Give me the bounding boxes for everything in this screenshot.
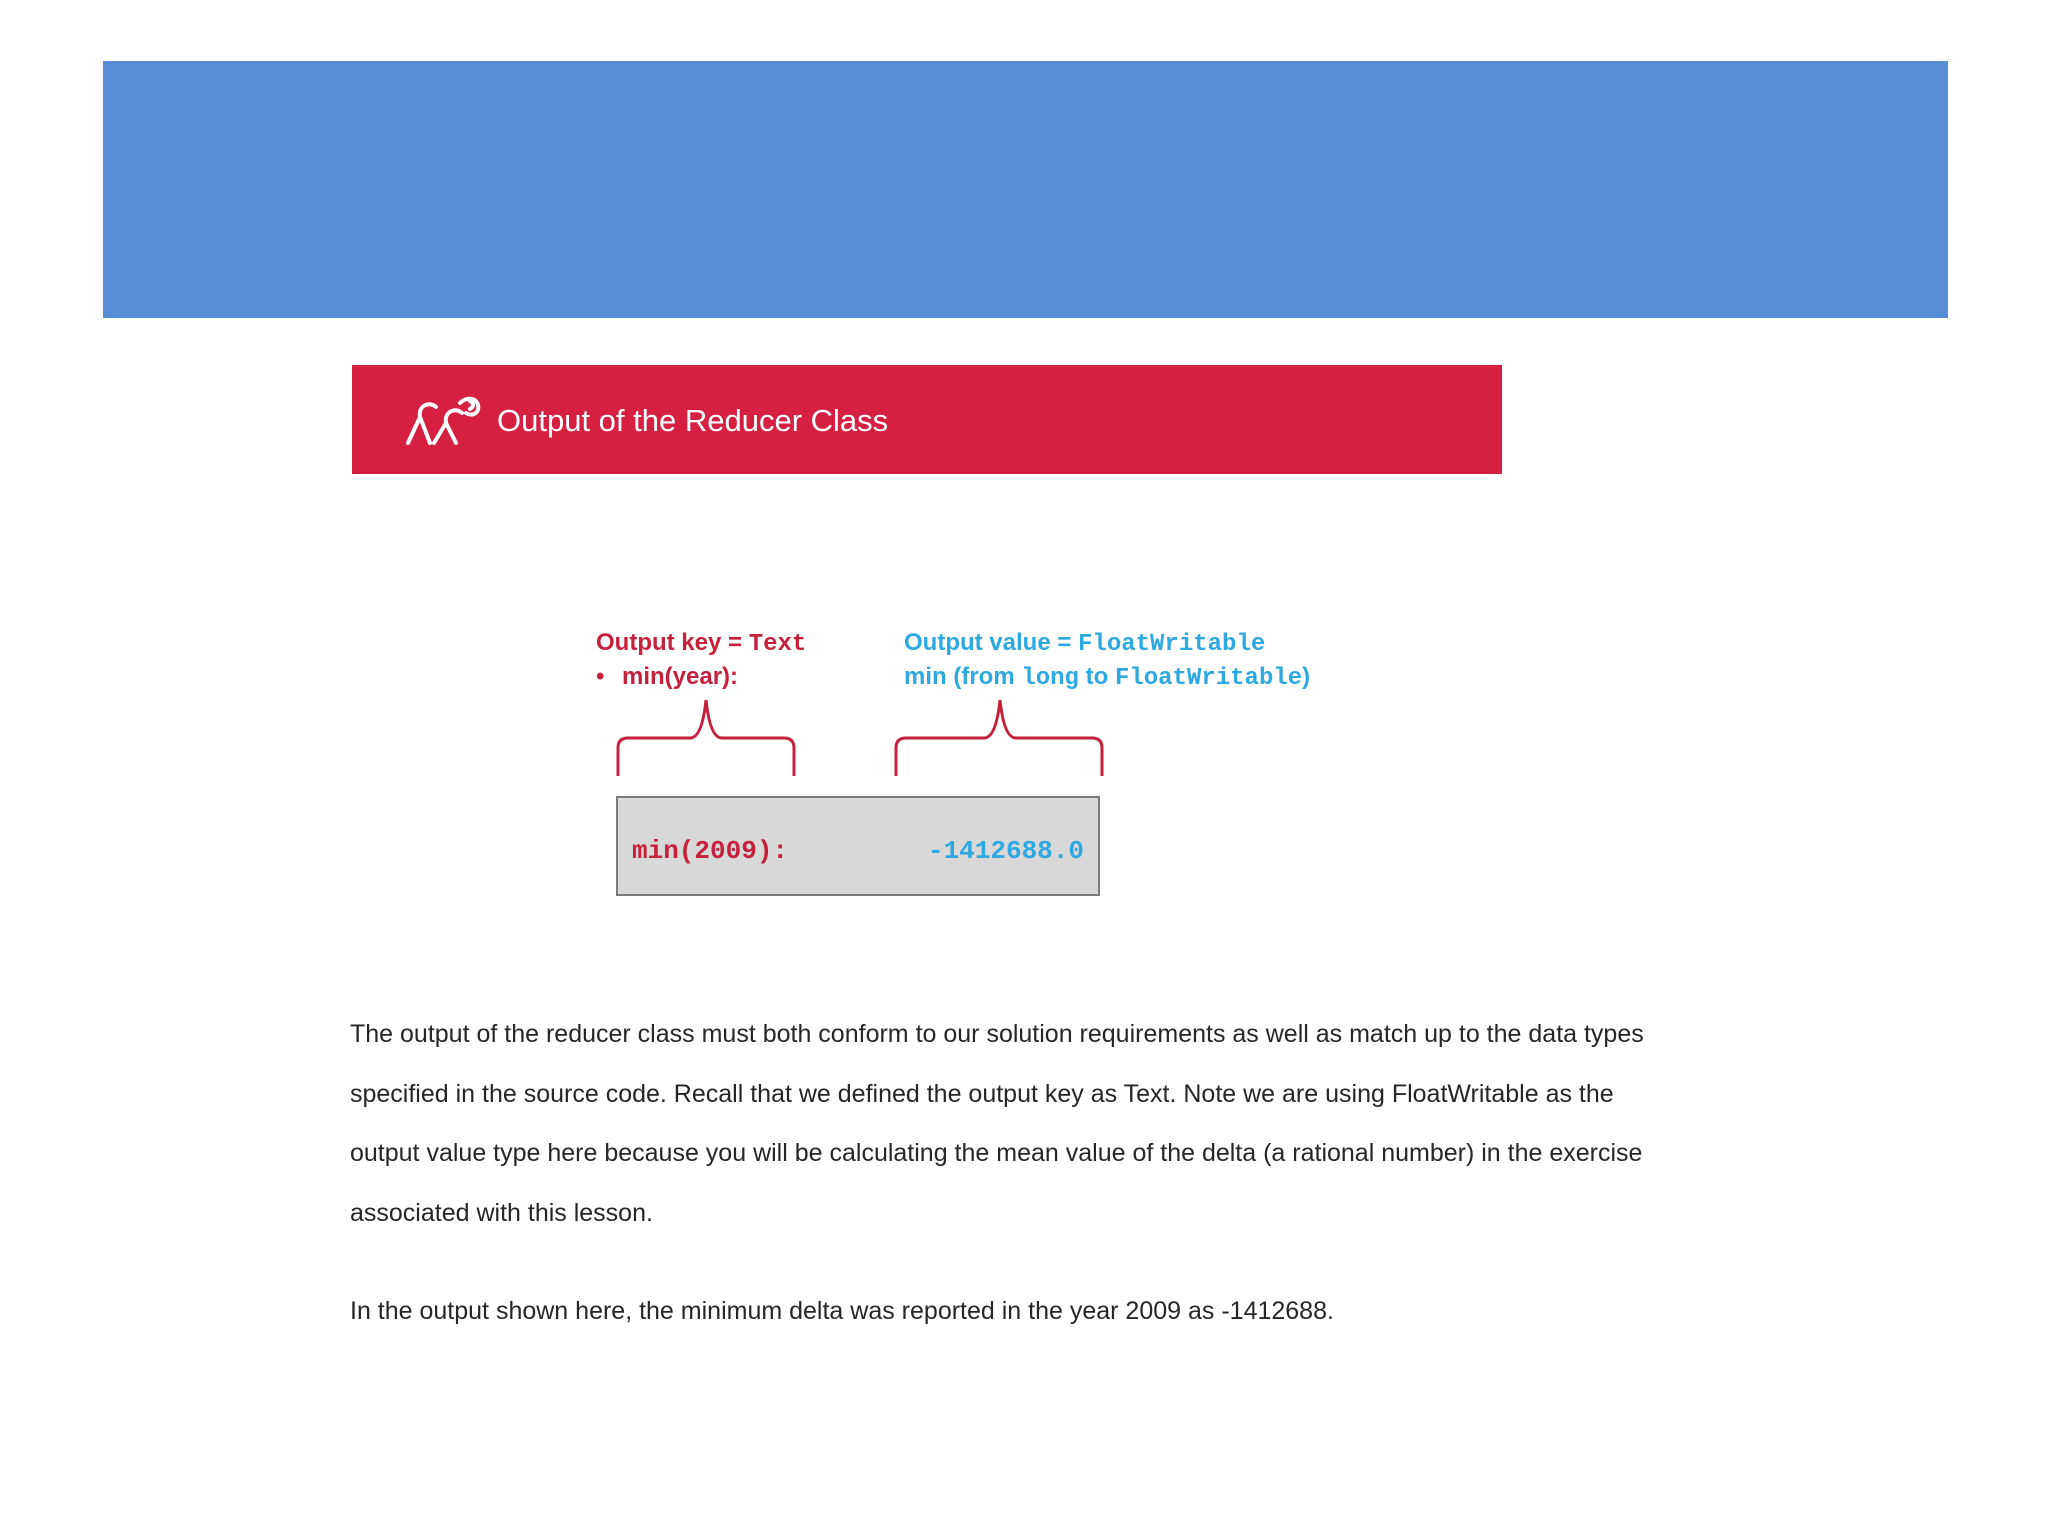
output-value-sub-3: ) xyxy=(1302,663,1311,690)
output-key-prefix: Output key = xyxy=(596,629,749,656)
output-value-type: FloatWritable xyxy=(1078,631,1266,658)
output-value-sub-long: long xyxy=(1021,665,1079,692)
value-brace xyxy=(896,700,1102,776)
output-record-value: -1412688.0 xyxy=(927,836,1084,866)
output-key-type: Text xyxy=(748,631,807,658)
explanation-paragraph: The output of the reducer class must both conform to our solution requirements as well as match up to the data types specified in the source code. Recall that we defined the output key as Text. Note we are using FloatWritable as the output value type here because you will be calculating the mean value of the delta (a rational number) in the exercise associated with this lesson. xyxy=(350,1020,1644,1227)
output-value-sub-type: FloatWritable xyxy=(1114,665,1303,692)
output-key-label xyxy=(596,627,806,693)
summary-paragraph: In the output shown here, the minimum delta was reported in the year 2009 as -1412688. xyxy=(350,1297,1334,1325)
output-key-sub: min(year): xyxy=(622,663,739,690)
output-value-label xyxy=(904,627,1310,695)
output-record-box xyxy=(616,796,1100,896)
output-record-key: min(2009): xyxy=(632,836,789,866)
banner-title: Output of the Reducer Class xyxy=(497,403,889,438)
key-brace xyxy=(618,700,794,776)
elephant-logo-icon xyxy=(404,395,484,447)
title-band xyxy=(103,61,1948,318)
bullet-marker: • xyxy=(596,663,605,690)
lesson-banner xyxy=(352,365,1502,474)
output-value-prefix: Output value = xyxy=(904,629,1079,656)
output-value-sub-2: to xyxy=(1078,663,1115,690)
output-value-sub-1: min (from xyxy=(904,663,1022,690)
